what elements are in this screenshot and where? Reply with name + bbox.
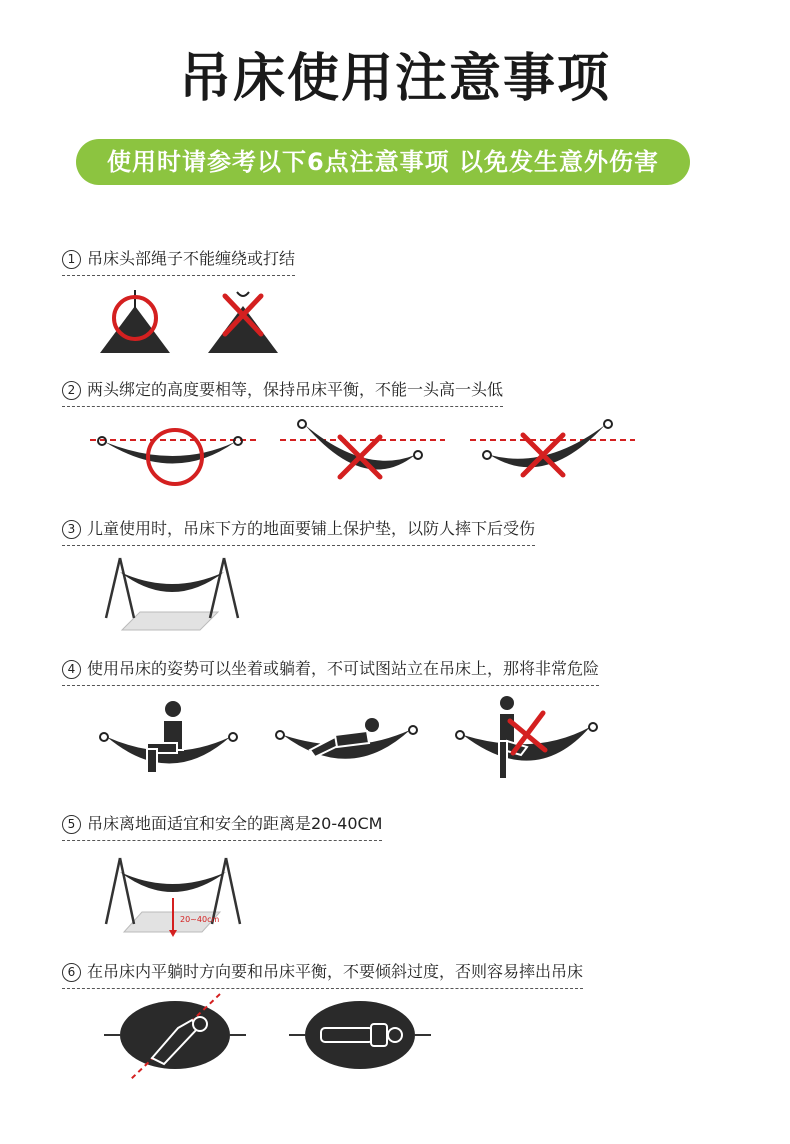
straight-lying-figure [289, 1001, 431, 1069]
page-title: 吊床使用注意事项 [178, 49, 611, 109]
correct-balance-figure [90, 430, 260, 484]
wrong-balance-figure-right-high [470, 420, 635, 475]
posture-figures [95, 695, 615, 785]
protective-mat [122, 612, 218, 630]
balance-height-figures [80, 415, 650, 490]
person-head-icon [365, 718, 379, 732]
note-4 [62, 656, 599, 686]
note-text: 在吊床内平躺时方向要和吊床平衡，不要倾斜过度，否则容易摔出吊床 [87, 962, 584, 981]
note-number: 4 [62, 660, 81, 679]
lying-direction-figures [100, 992, 445, 1084]
standing-posture-figure [456, 696, 597, 779]
ground-distance-figure [100, 850, 250, 942]
note-5 [62, 811, 382, 841]
lying-posture-figure [276, 718, 417, 759]
note-number: 6 [62, 963, 81, 982]
protective-mat-figure [100, 552, 250, 634]
person-head-icon [388, 1028, 402, 1042]
note-text: 吊床离地面适宜和安全的距离是20-40CM [87, 814, 383, 833]
wrong-rope-figure [208, 292, 278, 353]
note-number: 1 [62, 250, 81, 269]
note-1 [62, 246, 295, 276]
note-number: 2 [62, 381, 81, 400]
distance-label: 20~40cm [180, 915, 220, 924]
note-text: 两头绑定的高度要相等，保持吊床平衡，不能一头高一头低 [87, 380, 504, 399]
rope-tangle-figures [95, 288, 295, 358]
person-head-icon [500, 696, 514, 710]
sitting-posture-figure [100, 701, 237, 773]
correct-rope-figure [100, 290, 170, 353]
note-text: 儿童使用时，吊床下方的地面要铺上保护垫，以防人摔下后受伤 [87, 519, 536, 538]
note-6 [62, 959, 583, 989]
person-head-icon [165, 701, 181, 717]
correct-diagonal-figure [104, 994, 246, 1080]
note-3 [62, 516, 535, 546]
person-head-icon [193, 1017, 207, 1031]
warning-banner: 使用时请参考以下6点注意事项 以免发生意外伤害 [76, 139, 690, 185]
note-number: 3 [62, 520, 81, 539]
wrong-balance-figure-left-high [280, 420, 445, 477]
note-2 [62, 377, 503, 407]
note-text: 使用吊床的姿势可以坐着或躺着，不可试图站立在吊床上，那将非常危险 [87, 659, 600, 678]
note-text: 吊床头部绳子不能缠绕或打结 [87, 249, 296, 268]
note-number: 5 [62, 815, 81, 834]
